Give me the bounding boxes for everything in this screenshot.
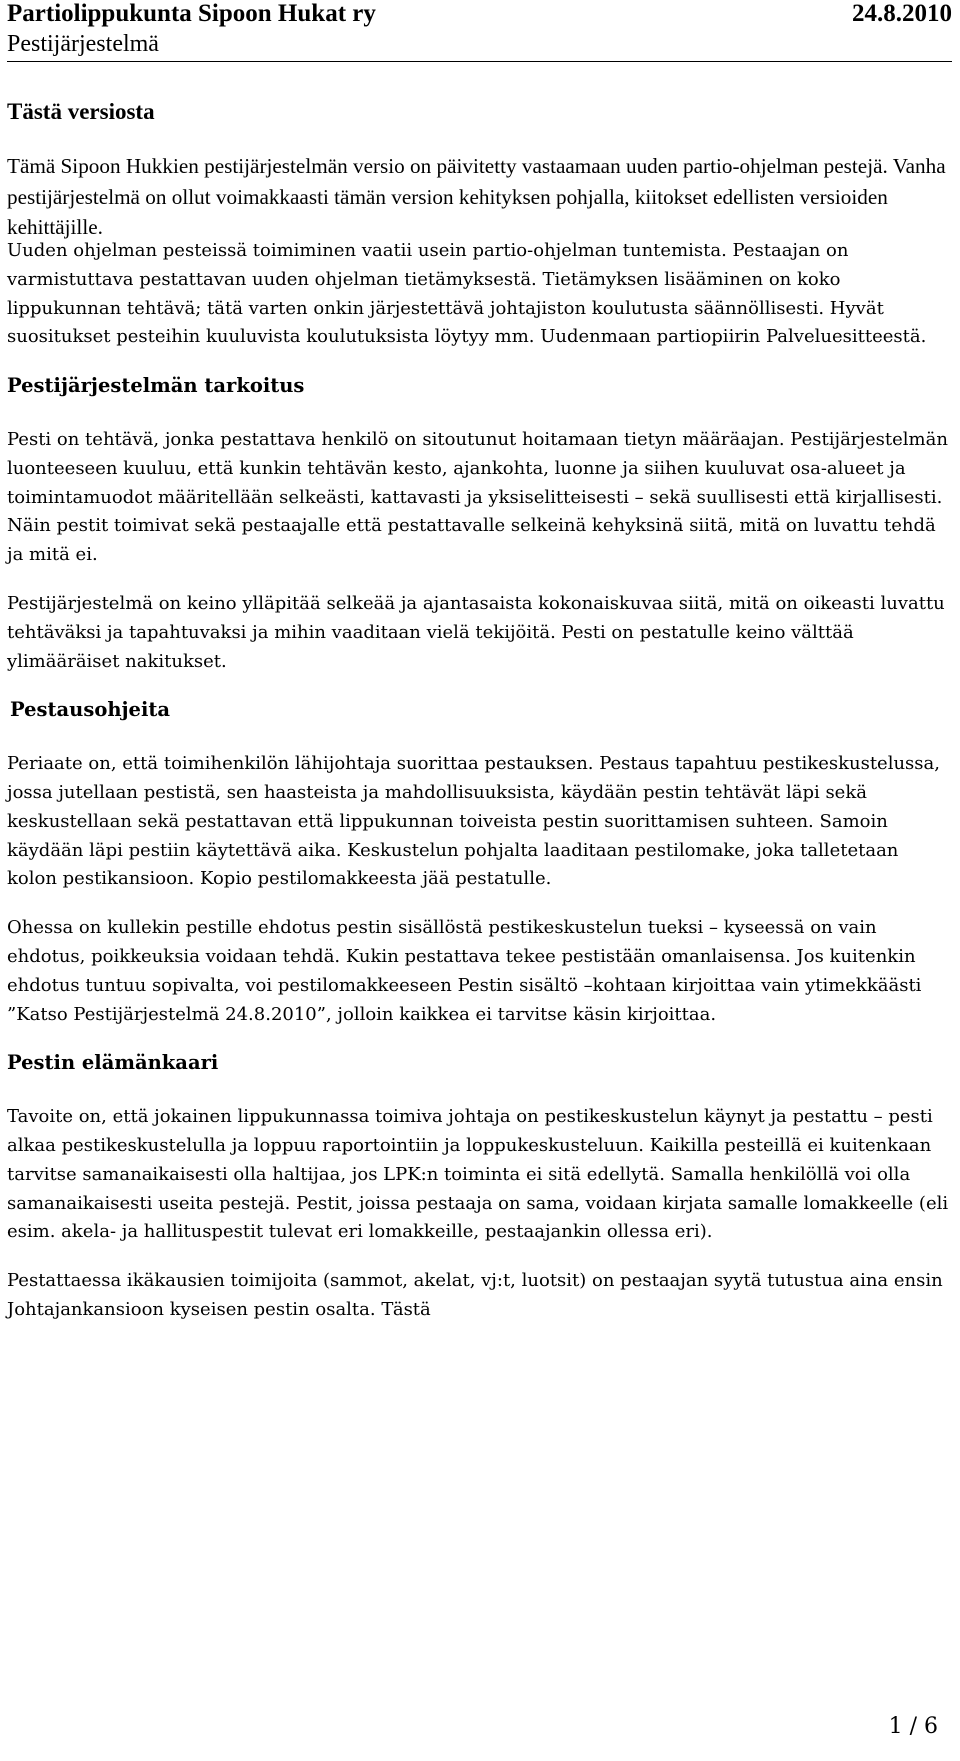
heading-purpose: Pestijärjestelmän tarkoitus xyxy=(7,374,305,398)
version-paragraph-2: Uuden ohjelman pesteissä toimiminen vaatii usein partio-ohjelman tuntemista. Pestaajan on varmistuttava pestattavan uuden ohjelman tietämyksestä. Tietämyksen lisääminen on koko lippukunnan tehtävä; tätä varten onkin järjestettävä johtajiston koulutusta säännöllisesti. Hyvät suositukset pesteihin kuuluvista koulutuksista löytyy mm. Uudenmaan partiopiirin Palveluesitteestä. xyxy=(7,240,927,348)
document-date: 24.8.2010 xyxy=(852,0,952,27)
instructions-paragraph-1: Periaate on, että toimihenkilön lähijohtaja suorittaa pestauksen. Pestaus tapahtuu pestikeskustelussa, jossa jutellaan pestistä, sen haasteista ja mahdollisuuksista, käydään pestin tehtävät läpi sekä keskustellaan sekä pestattavan että lippukunnan toiveista pestin suorittamisen suhteen. Samoin käydään läpi pestiin käytettävä aika. Keskustelun pohjalta laaditaan pestilomake, joka talletetaan kolon pestikansioon. Kopio pestilomakkeesta jää pestatulle. xyxy=(7,753,940,890)
heading-instructions: Pestausohjeita xyxy=(10,698,171,722)
lifecycle-paragraph-2: Pestattaessa ikäkausien toimijoita (sammot, akelat, vj:t, luotsit) on pestaajan syytä tutustua aina ensin Johtajankansioon kyseisen pestin osalta. Tästä xyxy=(7,1270,943,1320)
purpose-paragraph-2: Pestijärjestelmä on keino ylläpitää selkeää ja ajantasaista kokonaiskuvaa siitä, mitä on oikeasti luvattu tehtäväksi ja tapahtuvaksi ja mihin vaaditaan vielä tekijöitä. Pesti on pestatulle keino välttää ylimääräiset nakitukset. xyxy=(7,592,945,672)
heading-version: Tästä versiosta xyxy=(7,99,155,124)
page-number: 1 / 6 xyxy=(888,1714,938,1739)
organization-name: Partiolippukunta Sipoon Hukat ry xyxy=(7,0,376,27)
document-body xyxy=(7,237,952,1345)
version-intro-paragraph: Tämä Sipoon Hukkien pestijärjestelmän versio on päivitetty vastaamaan uuden partio-ohjelman pestejä. Vanha pestijärjestelmä on ollut voimakkaasti tämän version kehityksen pohjalla, kiitokset edellisten versioiden kehittäjille. xyxy=(7,154,946,239)
document-subtitle: Pestijärjestelmä xyxy=(7,31,159,57)
purpose-paragraph-1: Pesti on tehtävä, jonka pestattava henkilö on sitoutunut hoitamaan tietyn määräajan. Pestijärjestelmän luonteeseen kuuluu, että kunkin tehtävän kesto, ajankohta, luonne ja siihen kuuluvat osa-alueet ja toimintamuodot määritellään selkeästi, kattavasti ja yksiselitteisesti – sekä suullisesti että kirjallisesti. Näin pestit toimivat sekä pestaajalle että pestattavalle selkeinä kehyksinä siitä, mitä on luvattu tehdä ja mitä ei. xyxy=(7,428,948,566)
heading-lifecycle: Pestin elämänkaari xyxy=(7,1051,219,1075)
lifecycle-paragraph-1: Tavoite on, että jokainen lippukunnassa toimiva johtaja on pestikeskustelun käynyt ja pestattu – pesti alkaa pestikeskustelulla ja loppuu raportointiin ja loppukeskusteluun. Kaikilla pesteillä ei kuitenkaan tarvitse samanaikaisesti olla haltijaa, jos LPK:n toiminta ei sitä edellytä. Samalla henkilöllä voi olla samanaikaisesti useita pestejä. Pestit, joissa pestaaja on sama, voidaan kirjata samalle lomakkeelle (eli esim. akela- ja hallituspestit tulevat eri lomakkeille, pestaajankin ollessa eri). xyxy=(7,1106,949,1243)
instructions-paragraph-2: Ohessa on kullekin pestille ehdotus pestin sisällöstä pestikeskustelun tueksi – kyseessä on vain ehdotus, poikkeuksia voidaan tehdä. Kukin pestattava tekee pestistään omanlaisensa. Jos kuitenkin ehdotus tuntuu sopivalta, voi pestilomakkeeseen Pestin sisältö –kohtaan kirjoittaa vain ytimekkäästi ”Katso Pestijärjestelmä 24.8.2010”, jolloin kaikkea ei tarvitse käsin kirjoittaa. xyxy=(7,917,922,1025)
page-header xyxy=(7,0,952,62)
